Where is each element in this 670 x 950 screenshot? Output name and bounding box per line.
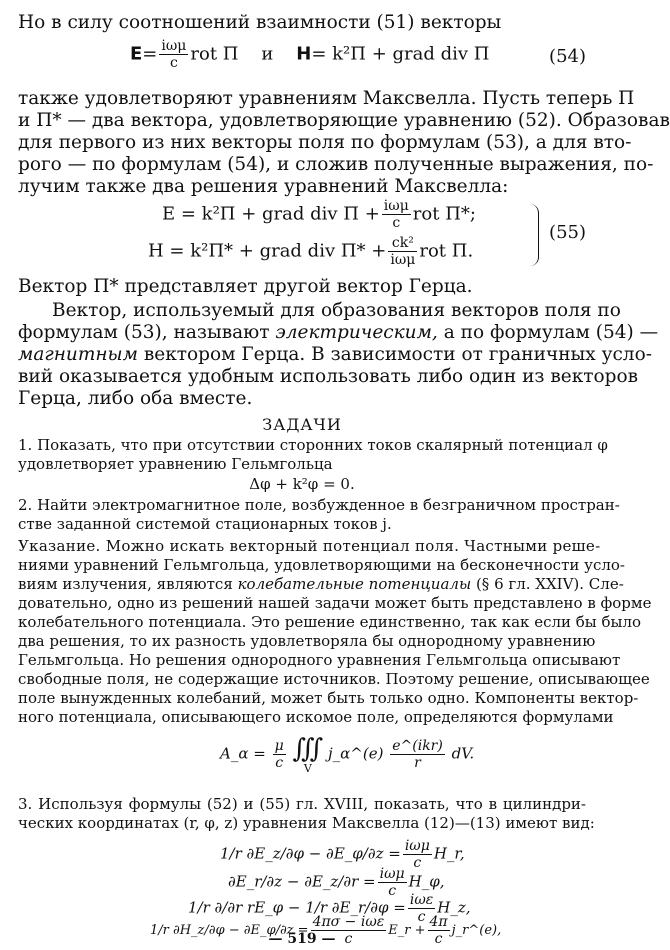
hint-line: поле вынужденных колебаний, может быть только одно. Компоненты вектор- xyxy=(18,689,639,707)
paragraph-line: и Π* — два вектора, удовлетворяющие уравнению (52). Образовав xyxy=(18,110,670,131)
task-equation: Δφ + k²φ = 0. xyxy=(249,475,355,493)
equation-55-line-1: E = k²Π + grad div Π + $\frac{\text{iωμ}}{c}$ rot Π*; xyxy=(162,198,476,231)
hint-line: Указание. Можно искать векторный потенциал поля. Частными реше- xyxy=(18,537,601,555)
paragraph-line: Вектор Π* представляет другой вектор Герца. xyxy=(18,276,473,297)
paragraph-line: для первого из них векторы поля по формулам (53), а для вто- xyxy=(18,132,632,153)
hint-line: ного потенциала, описывающего искомое поле, определяются формулами xyxy=(18,708,614,726)
hint-line: довательно, одно из решений нашей задачи может быть представлено в форме xyxy=(18,594,652,612)
equation-number-55: (55) xyxy=(549,222,586,243)
potential-formula: A_α = $\frac{\mu}{c}$ ∭ V j_α^(e) $\frac{\text{e\textasciicircum{}(ikr)}}{r}$ dV. xyxy=(220,734,475,775)
paragraph-line: формулам (53), называют электрическим, а по формулам (54) — xyxy=(18,322,659,343)
task-line: удовлетворяет уравнению Гельмгольца xyxy=(18,455,333,473)
paragraph-line: лучим также два решения уравнений Максвелла: xyxy=(18,176,509,197)
equation-54: E= $\frac{\text{iωμ}}{c}$ rot Π и H= k²Π + grad div Π xyxy=(130,38,490,71)
maxwell-equation-3: 1/r ∂/∂r rE_φ − 1/r ∂E_r/∂φ = $\frac{\text{iωε}}{c}$ H_z, xyxy=(188,892,471,925)
hint-line: два решения, то их разность удовлетворяла бы однородному уравнению xyxy=(18,632,596,650)
hint-line: ниями уравнений Гельмгольца, удовлетворяющими на бесконечности усло- xyxy=(18,556,626,574)
paragraph-line: также удовлетворяют уравнениям Максвелла. Пусть теперь Π xyxy=(18,88,635,109)
equation-number-54: (54) xyxy=(549,46,586,67)
hint-line: виям излучения, являются колебательные потенциалы (§ 6 гл. XXIV). Сле- xyxy=(18,575,624,593)
maxwell-equation-1: 1/r ∂E_z/∂φ − ∂E_φ/∂z = $\frac{\text{iωμ}}{c}$ H_r, xyxy=(220,838,465,871)
paragraph-line: Но в силу соотношений взаимности (51) векторы xyxy=(18,12,502,33)
paragraph-line: вий оказывается удобным использовать либо один из векторов xyxy=(18,366,639,387)
maxwell-equation-2: ∂E_r/∂z − ∂E_z/∂r = $\frac{\text{iωμ}}{c}$ H_φ, xyxy=(228,866,445,899)
page-number: — 519 — xyxy=(268,931,336,947)
task-line: 2. Найти электромагнитное поле, возбужденное в безграничном простран- xyxy=(18,496,620,514)
task-line: стве заданной системой стационарных токов j. xyxy=(18,515,392,533)
task-line: 1. Показать, что при отсутствии сторонних токов скалярный потенциал φ xyxy=(18,436,608,454)
hint-line: Гельмгольца. Но решения однородного уравнения Гельмгольца описывают xyxy=(18,651,621,669)
equation-55-line-2: H = k²Π* + grad div Π* + $\frac{\text{ck²}}{\text{iωμ}}$ rot Π. xyxy=(148,235,474,268)
task-line: ческих координатах (r, φ, z) уравнения Максвелла (12)—(13) имеют вид: xyxy=(18,814,595,832)
paragraph-line: магнитным вектором Герца. В зависимости от граничных усло- xyxy=(18,344,652,365)
paragraph-line: Вектор, используемый для образования векторов поля по xyxy=(52,300,621,321)
paragraph-line: Герца, либо оба вместе. xyxy=(18,388,253,409)
task-line: 3. Используя формулы (52) и (55) гл. XVIII, показать, что в цилиндри- xyxy=(18,795,586,813)
section-heading: ЗАДАЧИ xyxy=(262,415,342,434)
maxwell-equation-4: 1/r ∂H_z/∂φ − ∂E_φ/∂z = $\frac{\text{4πσ − iωε}}{c}$ E_r + $\frac{4\pi}{c}$ j_r^(e), xyxy=(150,914,502,947)
equation-brace xyxy=(530,204,539,266)
hint-line: свободные поля, не содержащие источников. Поэтому решение, описывающее xyxy=(18,670,650,688)
hint-line: колебательного потенциала. Это решение единственно, так как если бы было xyxy=(18,613,642,631)
paragraph-line: рого — по формулам (54), и сложив полученные выражения, по- xyxy=(18,154,654,175)
